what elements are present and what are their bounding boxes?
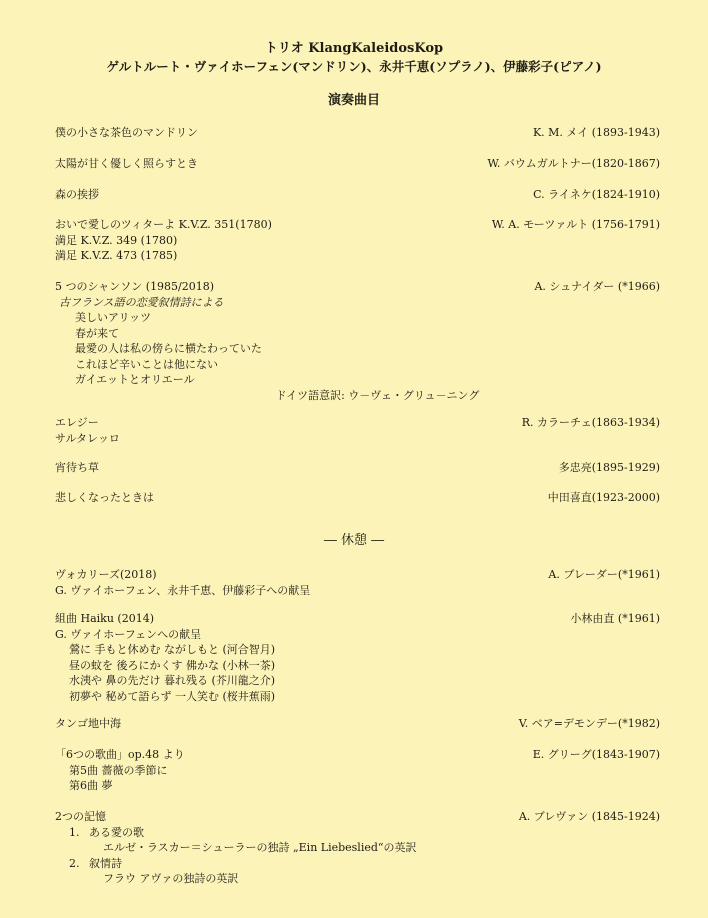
composer: A. ブレーダー(*1961) bbox=[548, 568, 660, 581]
composer: A. シュナイダー (*1966) bbox=[534, 280, 660, 293]
song-number: 2. bbox=[69, 856, 80, 870]
piece-entry bbox=[55, 415, 660, 446]
piece-title: タンゴ地中海 bbox=[55, 717, 121, 730]
piece-title: 「6つの歌曲」op.48 より bbox=[55, 748, 185, 761]
piece-line: 満足 K.V.Z. 473 (1785) bbox=[55, 249, 178, 262]
song-item bbox=[55, 856, 660, 872]
composer: 中田喜直(1923-2000) bbox=[547, 491, 660, 504]
song-title: これほど辛いことは他にない bbox=[75, 357, 218, 371]
program-heading: 演奏曲目 bbox=[327, 93, 380, 108]
piece-title: 森の挨拶 bbox=[55, 188, 99, 201]
haiku-line: 昼の蚊を 後ろにかくす 佛かな (小林一茶) bbox=[69, 658, 276, 672]
dedication: G. ヴァイホーフェン、永井千恵、伊藤彩子への献呈 bbox=[55, 583, 311, 597]
composer: R. カラーチェ(1863-1934) bbox=[521, 416, 660, 429]
song-note: フラウ アヴァの独詩の英訳 bbox=[103, 872, 239, 885]
song-title: 叙情詩 bbox=[89, 856, 122, 870]
composer: A. ブレヴァン (1845-1924) bbox=[518, 810, 660, 823]
piece-title: 太陽が甘く優しく照らすとき bbox=[55, 157, 198, 170]
translation-credit: ドイツ語意訳: ウ－ヴェ・グリュ－ニング bbox=[275, 388, 480, 402]
piece-entry bbox=[55, 217, 660, 264]
trio-title: トリオ KlangKaleidosKop bbox=[264, 41, 444, 56]
program-header bbox=[0, 40, 708, 110]
piece-entry bbox=[55, 611, 660, 704]
composer: V. ベア=デモンデー(*1982) bbox=[518, 717, 660, 730]
piece-entry bbox=[55, 747, 660, 794]
piece-entry bbox=[55, 490, 660, 506]
dedication: G. ヴァイホーフェンへの献呈 bbox=[55, 627, 202, 641]
piece-title: 2つの記憶 bbox=[55, 810, 106, 823]
piece-entry bbox=[55, 460, 660, 476]
composer: E. グリーグ(1843-1907) bbox=[532, 748, 660, 761]
performers-line: ゲルトルート・ヴァイホーフェン(マンドリン)、永井千恵(ソプラノ)、伊藤彩子(ピアノ) bbox=[106, 59, 602, 74]
song-title: ガイエットとオリエール bbox=[75, 373, 195, 386]
composer: K. M. メイ (1893-1943) bbox=[532, 126, 660, 139]
piece-entry bbox=[55, 567, 660, 598]
piece-title: 5 つのシャンソン (1985/2018) bbox=[55, 280, 215, 293]
song-item bbox=[55, 825, 660, 841]
piece-title: ヴォカリーズ(2018) bbox=[55, 568, 157, 581]
piece-subtitle: 古フランス語の恋愛叙情詩による bbox=[59, 295, 224, 309]
piece-title: 宵待ち草 bbox=[55, 461, 99, 474]
song-note: エルゼ・ラスカー＝シューラーの独詩 „Ein Liebeslied“の英訳 bbox=[103, 841, 417, 854]
haiku-line: 初夢や 秘めて語らず 一人笑む (桜井蕉雨) bbox=[69, 689, 276, 703]
song-title: 第5曲 薔薇の季節に bbox=[69, 763, 168, 777]
piece-entry bbox=[55, 125, 660, 141]
composer: 多忠亮(1895-1929) bbox=[558, 461, 660, 474]
song-title: 最愛の人は私の傍らに横たわっていた bbox=[75, 342, 262, 355]
piece-line: 満足 K.V.Z. 349 (1780) bbox=[55, 233, 178, 247]
composer: W. バウムガルトナー(1820-1867) bbox=[487, 157, 660, 170]
song-title: 第6曲 夢 bbox=[69, 779, 113, 792]
piece-title: 組曲 Haiku (2014) bbox=[55, 612, 154, 625]
piece-entry bbox=[55, 156, 660, 172]
song-number: 1. bbox=[69, 825, 80, 839]
composer: C. ライネケ(1824-1910) bbox=[533, 188, 660, 201]
piece-entry bbox=[55, 279, 660, 403]
piece-entry bbox=[55, 716, 660, 732]
haiku-line: 鶯に 手もと休めむ ながしもと (河合智月) bbox=[69, 643, 276, 656]
piece-title: 僕の小さな茶色のマンドリン bbox=[55, 126, 198, 139]
piece-entry bbox=[55, 187, 660, 203]
song-title: 美しいアリッツ bbox=[75, 311, 152, 324]
song-title: 春が来て bbox=[75, 326, 119, 340]
piece-title: エレジー bbox=[55, 416, 99, 429]
haiku-line: 水洟や 鼻の先だけ 暮れ残る (芥川龍之介) bbox=[69, 674, 276, 687]
piece-title: おいで愛しのツィターよ K.V.Z. 351(1780) bbox=[55, 218, 272, 231]
composer: 小林由直 (*1961) bbox=[570, 612, 660, 625]
piece-title: 悲しくなったときは bbox=[55, 491, 154, 504]
intermission-label: ― 休憩 ― bbox=[323, 533, 385, 548]
piece-entry bbox=[55, 809, 660, 887]
piece-line: サルタレッロ bbox=[55, 431, 120, 445]
composer: W. A. モーツァルト (1756-1791) bbox=[491, 218, 660, 231]
song-title: ある愛の歌 bbox=[89, 825, 144, 839]
